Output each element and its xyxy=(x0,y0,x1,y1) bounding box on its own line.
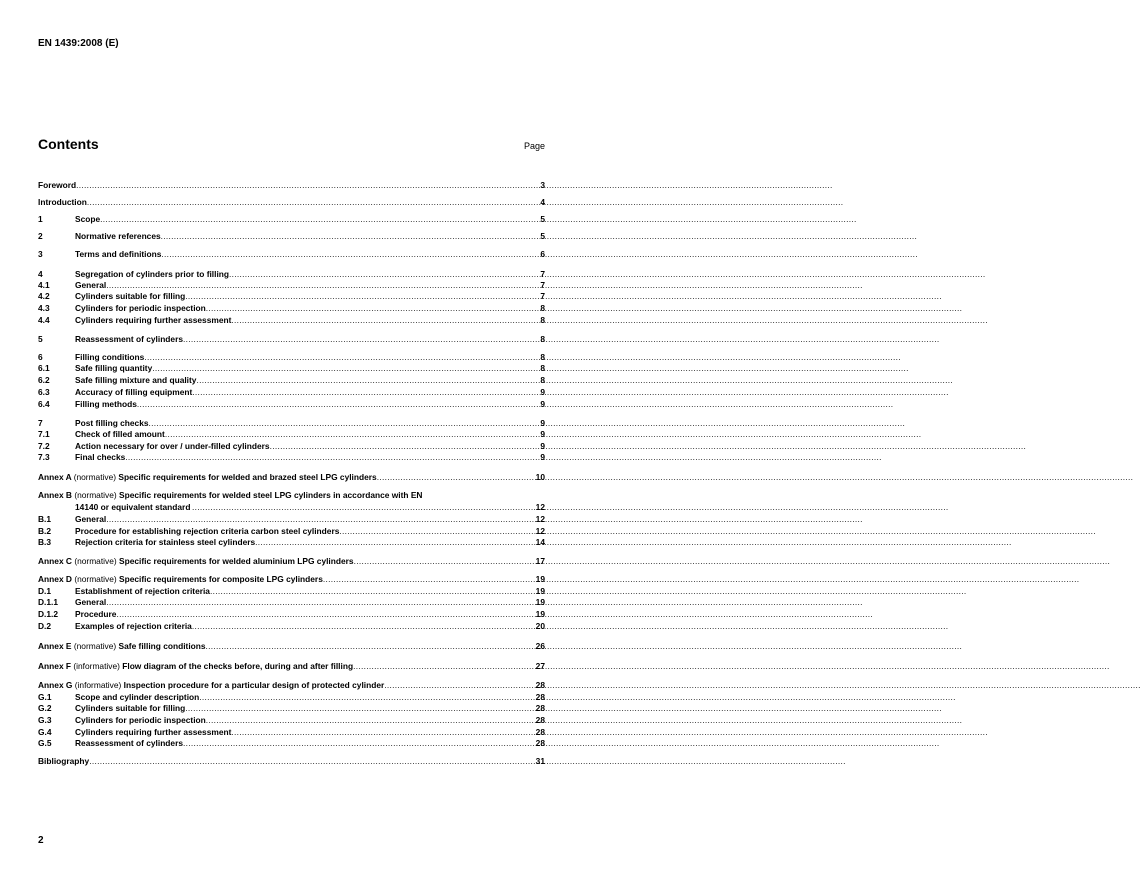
annex-title: Safe filling conditions xyxy=(118,641,206,651)
toc-entry-number: 4.2 xyxy=(38,291,50,301)
toc-entry[interactable] xyxy=(38,738,545,749)
toc-entry-page: 20 xyxy=(535,621,545,631)
page-number: 2 xyxy=(38,835,44,846)
leader-dots xyxy=(231,315,539,326)
leader-dots xyxy=(206,715,535,726)
toc-entry-page: 5 xyxy=(540,231,545,241)
toc-entry-page: 9 xyxy=(540,429,545,439)
toc-entry[interactable] xyxy=(38,399,545,410)
toc-entry-page: 7 xyxy=(540,291,545,301)
toc-entry[interactable] xyxy=(38,429,545,440)
toc-entry-title: Introduction xyxy=(38,197,87,207)
toc-entry-number: G.3 xyxy=(38,715,52,725)
leader-dots xyxy=(144,352,539,363)
toc-entry[interactable] xyxy=(38,214,545,225)
toc-entry-title xyxy=(38,556,354,567)
toc-entry[interactable] xyxy=(38,661,545,672)
toc-entry-page: 14 xyxy=(535,537,545,547)
annex-title: Specific requirements for welded and brazed steel LPG cylinders xyxy=(118,472,377,482)
annex-label: Annex D xyxy=(38,574,72,584)
toc-entry[interactable] xyxy=(38,197,545,208)
leader-dots xyxy=(76,180,539,191)
toc-entry-number: 6 xyxy=(38,352,43,362)
toc-entry[interactable] xyxy=(38,680,545,691)
toc-entry-page: 28 xyxy=(535,738,545,748)
toc-entry-number: G.2 xyxy=(38,703,52,713)
toc-entry-title: Check of filled amount xyxy=(75,429,165,439)
toc-entry-number: D.1.1 xyxy=(38,597,59,607)
leader-dots xyxy=(210,586,535,597)
toc-entry[interactable] xyxy=(38,727,545,738)
toc-entry-page: 28 xyxy=(535,703,545,713)
toc-entry-page: 9 xyxy=(540,387,545,397)
toc-entry-number: 6.3 xyxy=(38,387,50,397)
toc-entry-number: 7 xyxy=(38,418,43,428)
toc-entry-title: Safe filling quantity xyxy=(75,363,153,373)
leader-dots xyxy=(87,197,539,208)
toc-entry-title xyxy=(38,641,206,652)
annex-label: Annex F xyxy=(38,661,72,671)
toc-entry[interactable] xyxy=(38,269,545,280)
toc-entry-page: 12 xyxy=(535,526,545,536)
annex-label: Annex A xyxy=(38,472,72,482)
toc-entry-continuation xyxy=(38,502,545,513)
leader-dots xyxy=(196,375,539,386)
toc-entry[interactable] xyxy=(38,609,545,620)
annex-title: Inspection procedure for a particular design of protected cylinder xyxy=(123,680,385,690)
toc-entry-title: Establishment of rejection criteria xyxy=(75,586,210,596)
toc-entry-title: Filling methods xyxy=(75,399,137,409)
leader-dots xyxy=(192,502,535,513)
toc-entry-number: B.2 xyxy=(38,526,52,536)
leader-dots xyxy=(185,291,539,302)
toc-entry-title-continued: 14140 or equivalent standard xyxy=(75,502,191,512)
toc-entry-title xyxy=(38,680,384,691)
toc-entry-page: 26 xyxy=(535,641,545,651)
toc-entry-number: 7.3 xyxy=(38,452,50,462)
toc-entry-number: 6.2 xyxy=(38,375,50,385)
toc-entry-page: 8 xyxy=(540,334,545,344)
toc-entry-page: 28 xyxy=(535,692,545,702)
toc-entry-title: Cylinders requiring further assessment xyxy=(75,315,232,325)
annex-type: (informative) xyxy=(73,661,120,671)
toc-entry-page: 31 xyxy=(535,756,545,766)
annex-label: Annex C xyxy=(38,556,72,566)
toc-entry-number: 7.2 xyxy=(38,441,50,451)
toc-entry-title: Normative references xyxy=(75,231,161,241)
toc-entry-number: 7.1 xyxy=(38,429,50,439)
toc-entry-number: D.2 xyxy=(38,621,52,631)
toc-entry[interactable] xyxy=(38,352,545,363)
leader-dots xyxy=(231,727,534,738)
toc-entry-page: 19 xyxy=(535,574,545,584)
toc-entry-page: 19 xyxy=(535,586,545,596)
toc-entry-title: General xyxy=(75,280,107,290)
toc-entry-number: 3 xyxy=(38,249,43,259)
toc-entry[interactable] xyxy=(38,703,545,714)
toc-entry-page: 8 xyxy=(540,303,545,313)
toc-entry-title: Final checks xyxy=(75,452,126,462)
toc-entry-number: 4 xyxy=(38,269,43,279)
toc-entry[interactable] xyxy=(38,375,545,386)
toc-entry-page: 8 xyxy=(540,352,545,362)
toc-entry-title: Terms and definitions xyxy=(75,249,162,259)
leader-dots xyxy=(100,214,539,225)
toc-entry-page: 28 xyxy=(535,727,545,737)
toc-entry-number: 6.4 xyxy=(38,399,50,409)
annex-type: (normative) xyxy=(73,641,117,651)
toc-entry[interactable] xyxy=(38,387,545,398)
annex-type: (normative) xyxy=(73,472,117,482)
toc-entry-page: 7 xyxy=(540,280,545,290)
toc-entry-title: Segregation of cylinders prior to filling xyxy=(75,269,230,279)
leader-dots xyxy=(206,641,535,652)
toc-entry-page: 12 xyxy=(535,502,545,512)
toc-entry[interactable] xyxy=(38,526,545,537)
toc-entry[interactable] xyxy=(38,280,545,291)
leader-dots xyxy=(206,303,540,314)
toc-entry-title: Scope and cylinder description xyxy=(75,692,200,702)
toc-entry-title: Safe filling mixture and quality xyxy=(75,375,197,385)
leader-dots xyxy=(255,537,535,548)
toc-entry[interactable] xyxy=(38,303,545,314)
annex-type: (normative) xyxy=(74,490,117,500)
toc-entry[interactable] xyxy=(38,441,545,452)
leader-dots xyxy=(106,280,539,291)
leader-dots xyxy=(377,472,535,483)
toc-entry-title: Reassessment of cylinders xyxy=(75,334,183,344)
leader-dots xyxy=(165,429,540,440)
toc-entry-page: 5 xyxy=(540,214,545,224)
annex-label: Annex G xyxy=(38,680,73,690)
toc-entry[interactable] xyxy=(38,514,545,525)
toc-entry[interactable] xyxy=(38,490,545,501)
leader-dots xyxy=(106,514,534,525)
leader-dots xyxy=(149,418,540,429)
toc-entry-title xyxy=(38,472,377,483)
toc-entry-page: 27 xyxy=(535,661,545,671)
toc-entry-title: Procedure xyxy=(75,609,117,619)
toc-entry-page: 8 xyxy=(540,363,545,373)
leader-dots xyxy=(152,363,539,374)
toc-entry[interactable] xyxy=(38,597,545,608)
annex-title: Specific requirements for welded steel LPG cylinders in accordance with EN xyxy=(119,490,423,500)
toc-entry[interactable] xyxy=(38,621,545,632)
toc-entry-page: 12 xyxy=(535,514,545,524)
leader-dots xyxy=(89,756,534,767)
leader-dots xyxy=(323,574,535,585)
toc-entry-number: G.1 xyxy=(38,692,52,702)
leader-dots xyxy=(354,556,535,567)
contents-heading: Contents xyxy=(38,136,99,152)
toc-entry-title: Cylinders requiring further assessment xyxy=(75,727,232,737)
toc-entry-page: 19 xyxy=(535,597,545,607)
toc-entry-title: Filling conditions xyxy=(75,352,145,362)
leader-dots xyxy=(192,621,535,632)
toc-entry-number: 1 xyxy=(38,214,43,224)
toc-entry-page: 6 xyxy=(540,249,545,259)
toc-entry-page: 8 xyxy=(540,375,545,385)
toc-entry[interactable] xyxy=(38,472,545,483)
toc-entry-title: Foreword xyxy=(38,180,77,190)
toc-entry-page: 19 xyxy=(535,609,545,619)
leader-dots xyxy=(116,609,534,620)
leader-dots xyxy=(199,692,534,703)
page-column-label: Page xyxy=(523,141,545,151)
toc-entry-page: 8 xyxy=(540,315,545,325)
toc-entry[interactable] xyxy=(38,291,545,302)
toc-entry[interactable] xyxy=(38,249,545,260)
annex-title: Specific requirements for welded aluminium LPG cylinders xyxy=(119,556,354,566)
toc-entry[interactable] xyxy=(38,692,545,703)
toc-entry-page: 3 xyxy=(540,180,545,190)
annex-type: (normative) xyxy=(74,556,117,566)
toc-entry[interactable] xyxy=(38,537,545,548)
toc-entry-title: Reassessment of cylinders xyxy=(75,738,183,748)
leader-dots xyxy=(270,441,540,452)
toc-entry-title xyxy=(38,574,323,585)
toc-entry-title: Accuracy of filling equipment xyxy=(75,387,193,397)
toc-entry-title: Cylinders suitable for filling xyxy=(75,291,186,301)
toc-entry[interactable] xyxy=(38,363,545,374)
toc-entry[interactable] xyxy=(38,315,545,326)
toc-entry[interactable] xyxy=(38,556,545,567)
annex-label: Annex B xyxy=(38,490,72,500)
toc-entry-title: Examples of rejection criteria xyxy=(75,621,192,631)
toc-entry[interactable] xyxy=(38,452,545,463)
toc-entry-title: Action necessary for over / under-filled cylinders xyxy=(75,441,270,451)
toc-entry-page: 7 xyxy=(540,269,545,279)
leader-dots xyxy=(185,703,534,714)
leader-dots xyxy=(106,597,534,608)
toc-entry-page: 28 xyxy=(535,715,545,725)
toc-entry-number: 5 xyxy=(38,334,43,344)
toc-entry-number: 4.1 xyxy=(38,280,50,290)
annex-title: Specific requirements for composite LPG cylinders xyxy=(119,574,323,584)
toc-entry-number: B.3 xyxy=(38,537,52,547)
leader-dots xyxy=(161,249,539,260)
toc-entry-number: D.1 xyxy=(38,586,52,596)
leader-dots xyxy=(192,387,539,398)
toc-entry-title xyxy=(38,490,422,501)
toc-entry-number: G.5 xyxy=(38,738,52,748)
toc-entry-title: General xyxy=(75,514,107,524)
toc-entry[interactable] xyxy=(38,756,545,767)
leader-dots xyxy=(125,452,539,463)
annex-type: (normative) xyxy=(74,574,117,584)
toc-entry-title: Scope xyxy=(75,214,101,224)
toc-entry-title xyxy=(38,661,353,672)
toc-entry-title: Bibliography xyxy=(38,756,90,766)
toc-entry-page: 9 xyxy=(540,418,545,428)
toc-entry[interactable] xyxy=(38,586,545,597)
toc-entry-number: D.1.2 xyxy=(38,609,59,619)
annex-title: Flow diagram of the checks before, during and after filling xyxy=(122,661,354,671)
toc-entry-page: 9 xyxy=(540,441,545,451)
toc-entry[interactable] xyxy=(38,418,545,429)
toc-entry-number: 2 xyxy=(38,231,43,241)
toc-entry[interactable] xyxy=(38,231,545,242)
toc-entry-page: 9 xyxy=(540,399,545,409)
toc-entry-title: Procedure for establishing rejection criteria carbon steel cylinders xyxy=(75,526,340,536)
leader-dots xyxy=(339,526,534,537)
toc-entry-page: 4 xyxy=(540,197,545,207)
toc-entry-number: 6.1 xyxy=(38,363,50,373)
toc-entry-number: G.4 xyxy=(38,727,52,737)
toc-entry-page: 10 xyxy=(535,472,545,482)
leader-dots xyxy=(137,399,539,410)
leader-dots xyxy=(229,269,539,280)
toc-entry[interactable] xyxy=(38,574,545,585)
toc-entry-page: 9 xyxy=(540,452,545,462)
toc-entry-title: Cylinders for periodic inspection xyxy=(75,715,206,725)
toc-entry-number: 4.4 xyxy=(38,315,50,325)
toc-entry[interactable] xyxy=(38,641,545,652)
toc-entry[interactable] xyxy=(38,715,545,726)
document-id: EN 1439:2008 (E) xyxy=(38,38,119,49)
toc-entry-title: General xyxy=(75,597,107,607)
leader-dots xyxy=(183,334,539,345)
toc-entry-number: B.1 xyxy=(38,514,52,524)
toc-entry-number: 4.3 xyxy=(38,303,50,313)
leader-dots xyxy=(384,680,534,691)
leader-dots xyxy=(161,231,540,242)
toc-entry-title: Rejection criteria for stainless steel cylinders xyxy=(75,537,256,547)
toc-entry-title: Cylinders suitable for filling xyxy=(75,703,186,713)
annex-type: (informative) xyxy=(74,680,122,690)
leader-dots xyxy=(183,738,535,749)
toc-entry[interactable] xyxy=(38,180,545,191)
toc-entry-page: 17 xyxy=(535,556,545,566)
annex-label: Annex E xyxy=(38,641,72,651)
toc-entry-title: Post filling checks xyxy=(75,418,149,428)
toc-entry[interactable] xyxy=(38,334,545,345)
toc-entry-title: Cylinders for periodic inspection xyxy=(75,303,206,313)
leader-dots xyxy=(353,661,535,672)
toc-entry-page: 28 xyxy=(535,680,545,690)
